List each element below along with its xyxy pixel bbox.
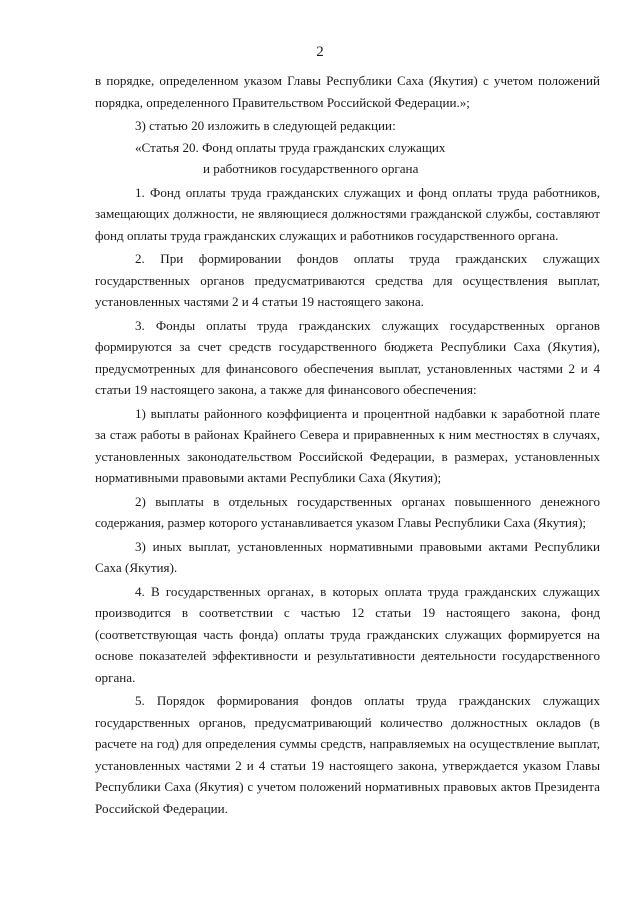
paragraph-part-5: 5. Порядок формирования фондов оплаты труда гражданских служащих государственных органов, предусматривающий количество должностных окладов (в расчете на год) для определения суммы средств, направляемых на осуществление выплат, установленных частями 2 и 4 статьи 19 настоящего закона, утверждается указом Главы Республики Саха (Якутия) с учетом положений нормативных правовых актов Президента Российской Федерации. [95, 693, 600, 816]
paragraph-part-3: 3. Фонды оплаты труда гражданских служащих государственных органов формируются за счет средств государственного бюджета Республики Саха (Якутия), предусмотренных для финансового обеспечения выплат, установленных частями 2 и 4 статьи 19 настоящего закона, а также для финансового обеспечения: [95, 317, 600, 397]
article-title-continuation: и работников государственного органа [203, 161, 419, 176]
paragraph-amendment-item: 3) статью 20 изложить в следующей редакции: [135, 118, 396, 133]
paragraph-subitem-1: 1) выплаты районного коэффициента и процентной надбавки к заработной плате за стаж работы в районах Крайнего Севера и приравненных к ним местностях в случаях, установленных законодательством Российской Федерации, в размерах, установленных нормативными правовыми актами Республики Саха (Якутия); [95, 405, 600, 485]
paragraph-continuation: в порядке, определенном указом Главы Республики Саха (Якутия) с учетом положений порядка, определенного Правительством Российской Федерации.»; [95, 73, 600, 110]
paragraph-part-1: 1. Фонд оплаты труда гражданских служащих и фонд оплаты труда работников, замещающих должности, не являющиеся должностями гражданской службы, составляют фонд оплаты труда гражданских служащих и работников государственного органа. [95, 184, 600, 243]
paragraph-part-4: 4. В государственных органах, в которых оплата труда гражданских служащих производится в соответствии с частью 12 статьи 19 настоящего закона, фонд (соответствующая часть фонда) оплаты труда гражданских служащих формируется на основе показателей эффективности и результативности деятельности государственного органа. [95, 583, 600, 685]
paragraph-subitem-3: 3) иных выплат, установленных нормативными правовыми актами Республики Саха (Якутия). [95, 538, 600, 575]
document-body [95, 70, 600, 819]
article-title: «Статья 20. Фонд оплаты труда гражданских служащих [135, 139, 446, 155]
paragraph-part-2: 2. При формировании фондов оплаты труда гражданских служащих государственных органов предусматриваются средства для осуществления выплат, установленных частями 2 и 4 статьи 19 настоящего закона. [95, 251, 600, 309]
paragraph-subitem-2: 2) выплаты в отдельных государственных органах повышенного денежного содержания, размер которого устанавливается указом Главы Республики Саха (Якутия); [95, 493, 600, 530]
page-number: 2 [316, 44, 324, 60]
